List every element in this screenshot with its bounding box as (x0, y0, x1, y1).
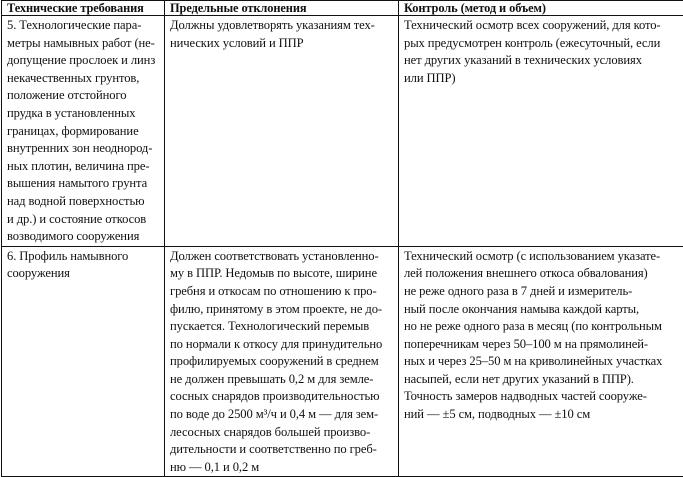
table-header-row (2, 1, 683, 16)
control-cell: Технический осмотр (с использованием указате- лей положения внешнего откоса обвалования) не реже одного раза в 7 дней и измеритель- ный после окончания намыва каждой карты, но не реже одного раза в месяц (по контрольным поперечникам через 50–100 м на прямолиней- ных и через 25–50 м на криволинейных участках насыпей, если нет других указаний в ППР). Точность замеров надводных частей сооруже- ний — ±5 см, подводных — ±10 см (399, 246, 683, 477)
table-row (2, 16, 683, 247)
control-cell: Технический осмотр всех сооружений, для кото- рых предусмотрен контроль (ежесуточный, если нет других указаний в технических условиях или ППР) (399, 16, 683, 247)
deviation-cell: Должен соответствовать установленно- му в ППР. Недомыв по высоте, ширине гребня и откосам по отношению к про- филю, принятому в этом проекте, не до- пускается. Технологический перемыв по нормали к откосу для принудительно профилируемых сооружений в среднем не должен превышать 0,2 м для земле- сосных снарядов производительностью по воде до 2500 м³/ч и 0,4 м — для зем- лесосных снарядов большей произво- дительности и соответственно по греб- ню — 0,1 и 0,2 м (165, 246, 399, 477)
requirement-cell: 6. Профиль намывного сооружения (2, 246, 165, 477)
table-row (2, 246, 683, 477)
requirement-cell: 5. Технологические пара- метры намывных работ (не- допущение прослоек и линз некачественных грунтов, положение отстойного прудка в установленных границах, формирование внутренних зон неоднород- ных плотин, величина пре- вышения намытого грунта над водной поверхностью и др.) и состояние откосов возводимого сооружения (2, 16, 165, 247)
header-permissible-deviations: Предельные отклонения (165, 1, 399, 16)
header-technical-requirements: Технические требования (2, 1, 165, 16)
requirements-table (1, 0, 683, 477)
deviation-cell: Должны удовлетворять указаниям тех- нических условий и ППР (165, 16, 399, 247)
header-control-method: Контроль (метод и объем) (399, 1, 683, 16)
